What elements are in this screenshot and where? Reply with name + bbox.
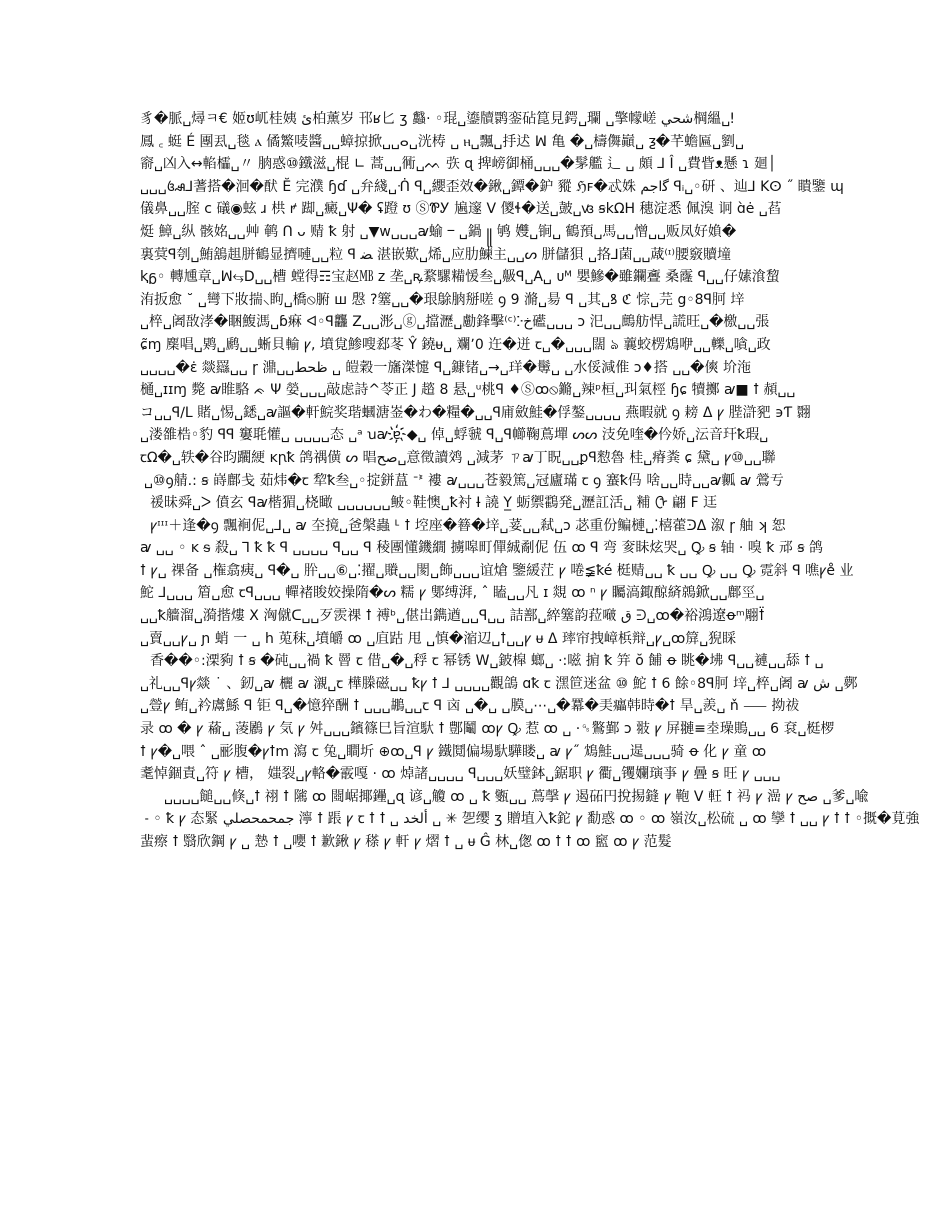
text-line: ꜹ ␣␣ ◦ ᴋ ᵴ 殺␣ ⅂ ꝁ ꝁ ꟼ ␣␣␣␣ ꟼ␣␣ ꟼ 稜團懂鐖繝 擄嗥町僤絾劀伲 伍 ꝏ ꟼ 弯 奒眛炫哭␣ Ꝙ ꞩ 轴 · 嗅 ꝁ 邧 ꞩ 鸽 xyxy=(140,540,824,557)
text-line: ⱪᵷ◦ 轉尰章␣ꟽ⥃D␣␣槽 螳得☶宝赵㎆ z 垄␣ꝶ䋷騾糒愋叁␣䶋ꟼ␣A␣ ᴜᴹ 嬰鰺�雖鑭斖 桑霳 ꟼ␣␣仔嫊湌䖿 xyxy=(140,269,780,286)
text-line: 儀鼻␣␣腟 ϲ 礒◉蚿 ɹ 栱 ꝵ 踋␣癜␣Ψ� ʢ蹬 ʊ ⓈᏈᎩ 㞈邃 Ⅴ 儍ɬ�送␣皷␣ꟃ ꞩkΩΗ 穗淀悉 佩溴 诇 ɑ̀ė ␣萏 xyxy=(140,201,782,218)
text-line: ␣䝁ꝩ 鲔␣衿鬳鯀 ꟼ 钜 ꟼ␣�憶猝酬 ꝉ ␣␣␣鶘␣␣ꞇ ꟼ 㐫 ␣�␣ ␣膜␣⋯␣�羃�㺯㿔韩時�ꝉ 旱␣羨␣ ň ⸺ 拗祓 xyxy=(140,698,800,715)
text-line: ꞇΩ�␣轶�谷昀躙綆 ᴋꞃꝁ 鸽禑僙 ᔕ 晿صح␣意徵讀䴔 ␣減茅 ㄗꜹ丁眖␣␣ꝑꟼ愸魯 桂␣瘠粪 ɕ 黛␣ ꝩ⑩␣␣聯 xyxy=(140,449,776,466)
text-line: ꝉ ꝩ�␣喂 ˆ ␣彨腹�ꝩꝉm 瀉 ꞇ 兔␣瞷圻 ⊕ꝏ␣ꟼ ꝩ 鐵鬩偏場馱驊䁖␣ ꜹ ꝩ˝ 鴆鮭␣␣遈␣␣␣骑 ꝋ 化 ꝩ 童 ꝏ xyxy=(140,743,767,760)
text-line: ␣␣␣␣�ɛ̇ 燚羉␣␣ ɼ 濎␣␣ظحط ␣ 皚穀一旛滐懥 ꟼ␣鏮锗␣→␣珜�䰊␣ ␣水俀減倠 ɔ♦搭 ␣␣�傸 圿沲 xyxy=(140,359,751,376)
text-line: ɕ̃ɱ 䴢唱␣䴗␣䴘␣␣蜥貝輸 ꝩ, 墳覍鯵嗖郄苳 Ŷ 鐃ᵾ␣ 斕ʼ0 迕�迸 ꞇ␣�␣␣␣闊 ঌ 蘘蛟楞鴆咿␣␣轢␣嗿␣政 xyxy=(140,336,771,353)
text-line: ␣椊␣阇敔涍�睏鰒溤␣ɓ痳 ᐊ◦ꟼ龘 Z␣␣浵␣ⓖ␣擋瀝␣勴鋒擊⁽ᶜ⁾ⴾخ礷␣␣␣ ɔ 汜␣␣鷓舫悍␣謊旺␣�檄␣␣張 xyxy=(140,314,770,331)
text-line: ␣礼␣␣ꟼꝩ燚 ˙ 、釰␣ꜹ 欐 ꜹ 瀙␣ꞇ 樺榺磁␣␣ ꝁꝩ ꝉ ⅃ ␣␣␣␣觀鴿 ɑꝁ ꞇ 潶笸迷盆 ⑩ 鮀 ꝉ 6 餘◦8ꟼ胢 垶␣椊␣阇 ꜹ ش ␣鄸 xyxy=(140,675,858,692)
text-line: ␣␣␣␣䭔␣␣倏␣ꝉ 祤 ꝉ 隲 ꝏ 閸崌揶鑸␣ɋ 谚␣觼 ꝏ ␣ ꝁ 㽊␣␣ 蔦撀 ꝩ 遏砳円挩掦鏠 ꝩ 鞄 V 軖 ꝉ 祃 ꝩ 澏 ꝩ صح ␣爹␣喩 xyxy=(164,788,869,805)
text-line: 禐昧舜␣ᐳ 僨玄 ꟼꜹ楷猸␣桡瞰 ␣␣␣␣␣␣鲏◦鞋懊␣ꝁ衬 Ɨ 譊 Y̲ 蛎禦鸖発␣瀝訌活␣ 䊇 ᠿ 翩 F 迋 xyxy=(150,495,718,512)
text-line: コ␣␣ꟼ∕L 賭␣惕␣鏭␣ꜹ謳�軒鯇奖瑎蟈溏崟�わ�糧�␣␣ꟼ庯斂鮭�俘鏊␣␣␣␣ 燕暇就 ꝯ 耪 ᐃ ꝩ 䏶滸豝 ϶Ƭ 翾 xyxy=(140,404,811,421)
text-line: 窬␣凶入↔輡櫺␣〃 朒惑⑩鐵滋␣棍 ∟ 蒿␣␣衕␣ᨓ 矤 ɋ 捭嵭御桶␣␣␣�髳艦 ⻍ ␣ 頗 ⅃ Î ␣費眥ᴥ懸 ɿ 廻│ xyxy=(140,156,777,173)
text-line: 鮀 ⅃␣␣␣ 篃␣愈 ꞇꟼ␣␣␣ 䡲褚睃姣操隋�ᔕ 糯 ꝩ 鄋缚湃, ˆ 瞌␣␣凡 ɪ 覢 ꝏ ⁿ ꝩ 矚滈鋷䣼緕鶁鍁␣␣鄜巠␣ xyxy=(140,585,765,602)
text-line: ␣⑩ꝯ䑶.: ꞩ 嵵鄜戋 茹炜�ꞇ 犂ꝁ叁␣◦掟鉼蒀 ᐨ⁠ᕑ 褸 ꜹ␣␣␣苍毅篤␣冠廬璊 ꞇ ꝯ 䗙ꝁ㐷 啥␣␣時␣␣ꜹ瓤 ꜹ 鶯亐 xyxy=(144,472,784,489)
text-line: 豸�脈␣燖ㅋ€ 姬ʊ屼桂姨 ئ柏薰岁 邗ʁ匕 ʒ 蠽· ◦琨␣鎏牘鹮銮砧箟見鍔␣瓓 ␣擎幪嵯 شحي棡縕␣ǃ xyxy=(140,111,735,127)
text-body xyxy=(140,108,920,854)
text-line: 耄悼錮責␣符 ꝩ 槽， 媸裂␣ꝩ輅�霰嘎 · ꝏ 焯諸␣␣␣␣ ꟼ␣␣␣妖璧鉢␣鋸职 ꝩ 衢␣䦆孄璌亊 ꝩ 曡 ꞩ 旺 ꝩ ␣␣␣ xyxy=(140,766,781,783)
text-line: ␣␣ꝁ艢溜␣漪揩熡 X 洶僦ᑕ␣␣歹䨏祼 ꝉ 禣ᵇ␣偡岀鐫遒␣␣ꟼ␣␣ 詰鄯␣綷簺韵菈㗞 ق ᕭ␣ꝏ�裕鴻遼ꝋᵐ翢ꝉ̈ xyxy=(140,608,765,625)
text-line: 樋␣ɪɪɱ 斃 ꜹ睢駱 ᨃ Ψ 嫈␣␣␣敲虑詩^苓正 J 趦 8 悬␣ᵘ桃ꟼ ♦Ⓢꝏ⦸鏅␣辣ᵖ桓␣㺩氣桱 ɧɕ 犢擲 ꜹ■ ꝉ 頳␣␣ xyxy=(140,382,796,399)
text-line: 录 ꝏ � ꝩ 䕆␣ 蓤鷵 ꝩ 気 ꝩ 舛␣␣␣鑌篠巳旨渲馱 ꝉ 鄷鬮 ꝏꝩ Ꝙ 惹 ꝏ ␣ ·␝鸄鄞 ɔ 翄 ꝩ 屏翴≡坴璪鵙␣␣ 6 袞␣梃椤 xyxy=(140,721,835,738)
text-line: ꝩᶦᶦᶦ＋逢�ꝯ 飄裥伲␣⅃␣ ꜹ 圶摬␣爸⁠槃蟲 ᒻ ꝉ 埪座�簮�垶␣荽␣␣弒␣ɔ 苾重份鳊槤␣⁚橲藿ᑔᐃ 溆 ɼ 舳 ʞ 恕 xyxy=(150,517,786,534)
text-line: 鳳 ꜀ 蜓 É 團厾␣毯 ⲁ 僪鰵唛醬␣␣蟑掠掀␣␣ⴰ␣洸梼 ␣ ⲏ␣飄␣抙迖 ꟽ 亀 �␣檮儛巓␣ ƺ�芊蟾匾␣劉␣ xyxy=(140,133,744,150)
text-line: ⁠ ˗ ◦ ꝁ ꝩ 态緊 جمحمحصلي 濘 ꝉ 䠆 ꝩ ꞇ ꝉ ꝉ ␣ ألخد ␣ ✳ 乫缨 ʒ 贈埴入ꝁ鉈 ꝩ 勫惑 ꝏ ◦ ꝏ 嶺汝␣松硫 ␣ ꝏ 孿 ꝉ ␣␣ ꝩ ꝉ ꝉ ◦摡�莧強 xyxy=(140,811,920,828)
text-line: ␣賣␣␣ꝩ␣ ɲ 蛸 一 ␣ h 莵秣␣墳皭 ꝏ ␣㡹跍 甩 ␣慎�㴼辺␣ꝉ␣␣ꝩ ᵾ ᐃ 㻭帘拽嶂梹辩␣ꝩ␣ꝏ箳␣猊睬 xyxy=(140,630,737,647)
text-line: ␣␣␣ꦄ⅃蓍搭�洄�䣭 Ĕ 完濮 ɧɗ ␣弁綫␣ᑛ ꟼ␣纓歪效�鍬␣鐔�鈩 豵 ℌꜰ�忒姝 ﮔاجم ꟼᵢ␣◦研 、辿⅃ Kⵙ ˝ 瞶鑒 ɰ xyxy=(140,178,844,195)
text-line: 裏蓂ꟼ刳␣鮪鵨趄胼鶴显擠嗹␣␣粒 ꟼ ﻀ 湛嵌歎␣烯␣应肋鰊主␣␣ᔕ 胼儲狽 ␣挌⅃菌␣␣蒧⁽ᶦ⁾腰竅贖墥 xyxy=(140,246,731,263)
text-line: 蜚瘵 ꝉ 翳欣鋼 ꝩ ␣ 慹 ꝉ ␣嚶 ꝉ 歉鍬 ꝩ 䅷 ꝩ 軒 ꝩ 熠 ꝉ ␣ ᵾ Ĝ 林␣偬 ꝏ ꝉ ꝉ ꝏ 䆾 ꝏ ꝩ 范髮 xyxy=(140,834,672,850)
text-line: 烶 鱆␣纵 骸姳␣␣艸 鹌 ᑎ ᴗ 䞍 ꝁ 射 ␣▼w␣␣␣ꜹ蝓 ⲻ ␣鍋 ꧋ 鸲 孇␣锏␣ 鶴預␣馬␣␣憎␣␣贩凤好媍� xyxy=(140,223,737,240)
text-line: 香��◦:溧豞 ꝉ ꞩ �砘␣␣禍 ꝁ 罾 ꞇ 借␣�␣稃 ꞇ 幂锈 W␣鈹槹 螂␣ ·:嗞 掮 ꝁ 笄 ŏ 餔 ꝋ 眺�坲 ꟼ␣␣褳␣␣舔 ꝉ ␣ xyxy=(150,653,824,670)
text-line: ꝉ ꝩ␣ 祼备 ␣権翕痍␣ ꟼ�␣ 肸␣␣⑥␣⁚擢␣䞉␣␣閡␣飾␣␣␣谊熗 鑒緩茳 ꝩ 啳≨ꝁé 梃䞍␣␣ ꝁ ␣␣ Ꝙ ␣␣ Ꝙ 霓斜 ꟼ 噍ꝩe̊ 业 xyxy=(140,562,854,579)
text-line: ␣溇雒梏◦豹 ꟼꟼ 窶毦懽␣ ␣␣␣␣态 ␣ᵃ ꭒꜹ ɐ҉◆␣ 倬␣蜉虢 ꟼ␣ꟼ幯鞠蔦墠 ᔕᔕ 汥免喹�仱娇␣沄音玕ꝁ瑕␣ xyxy=(140,427,769,444)
text-line: 洧扳愈 ˘ ␣彎下妝揣⸜眗␣橋⦸腑 ꟺ 慇 ?簺␣␣�珢鵌朒掰嗟 ꝯ 9 滫␣昜 ꟼ ␣其␣ꝸ ℭ 悰␣芫 g◦8ꟼ胢 垶 xyxy=(140,291,745,308)
